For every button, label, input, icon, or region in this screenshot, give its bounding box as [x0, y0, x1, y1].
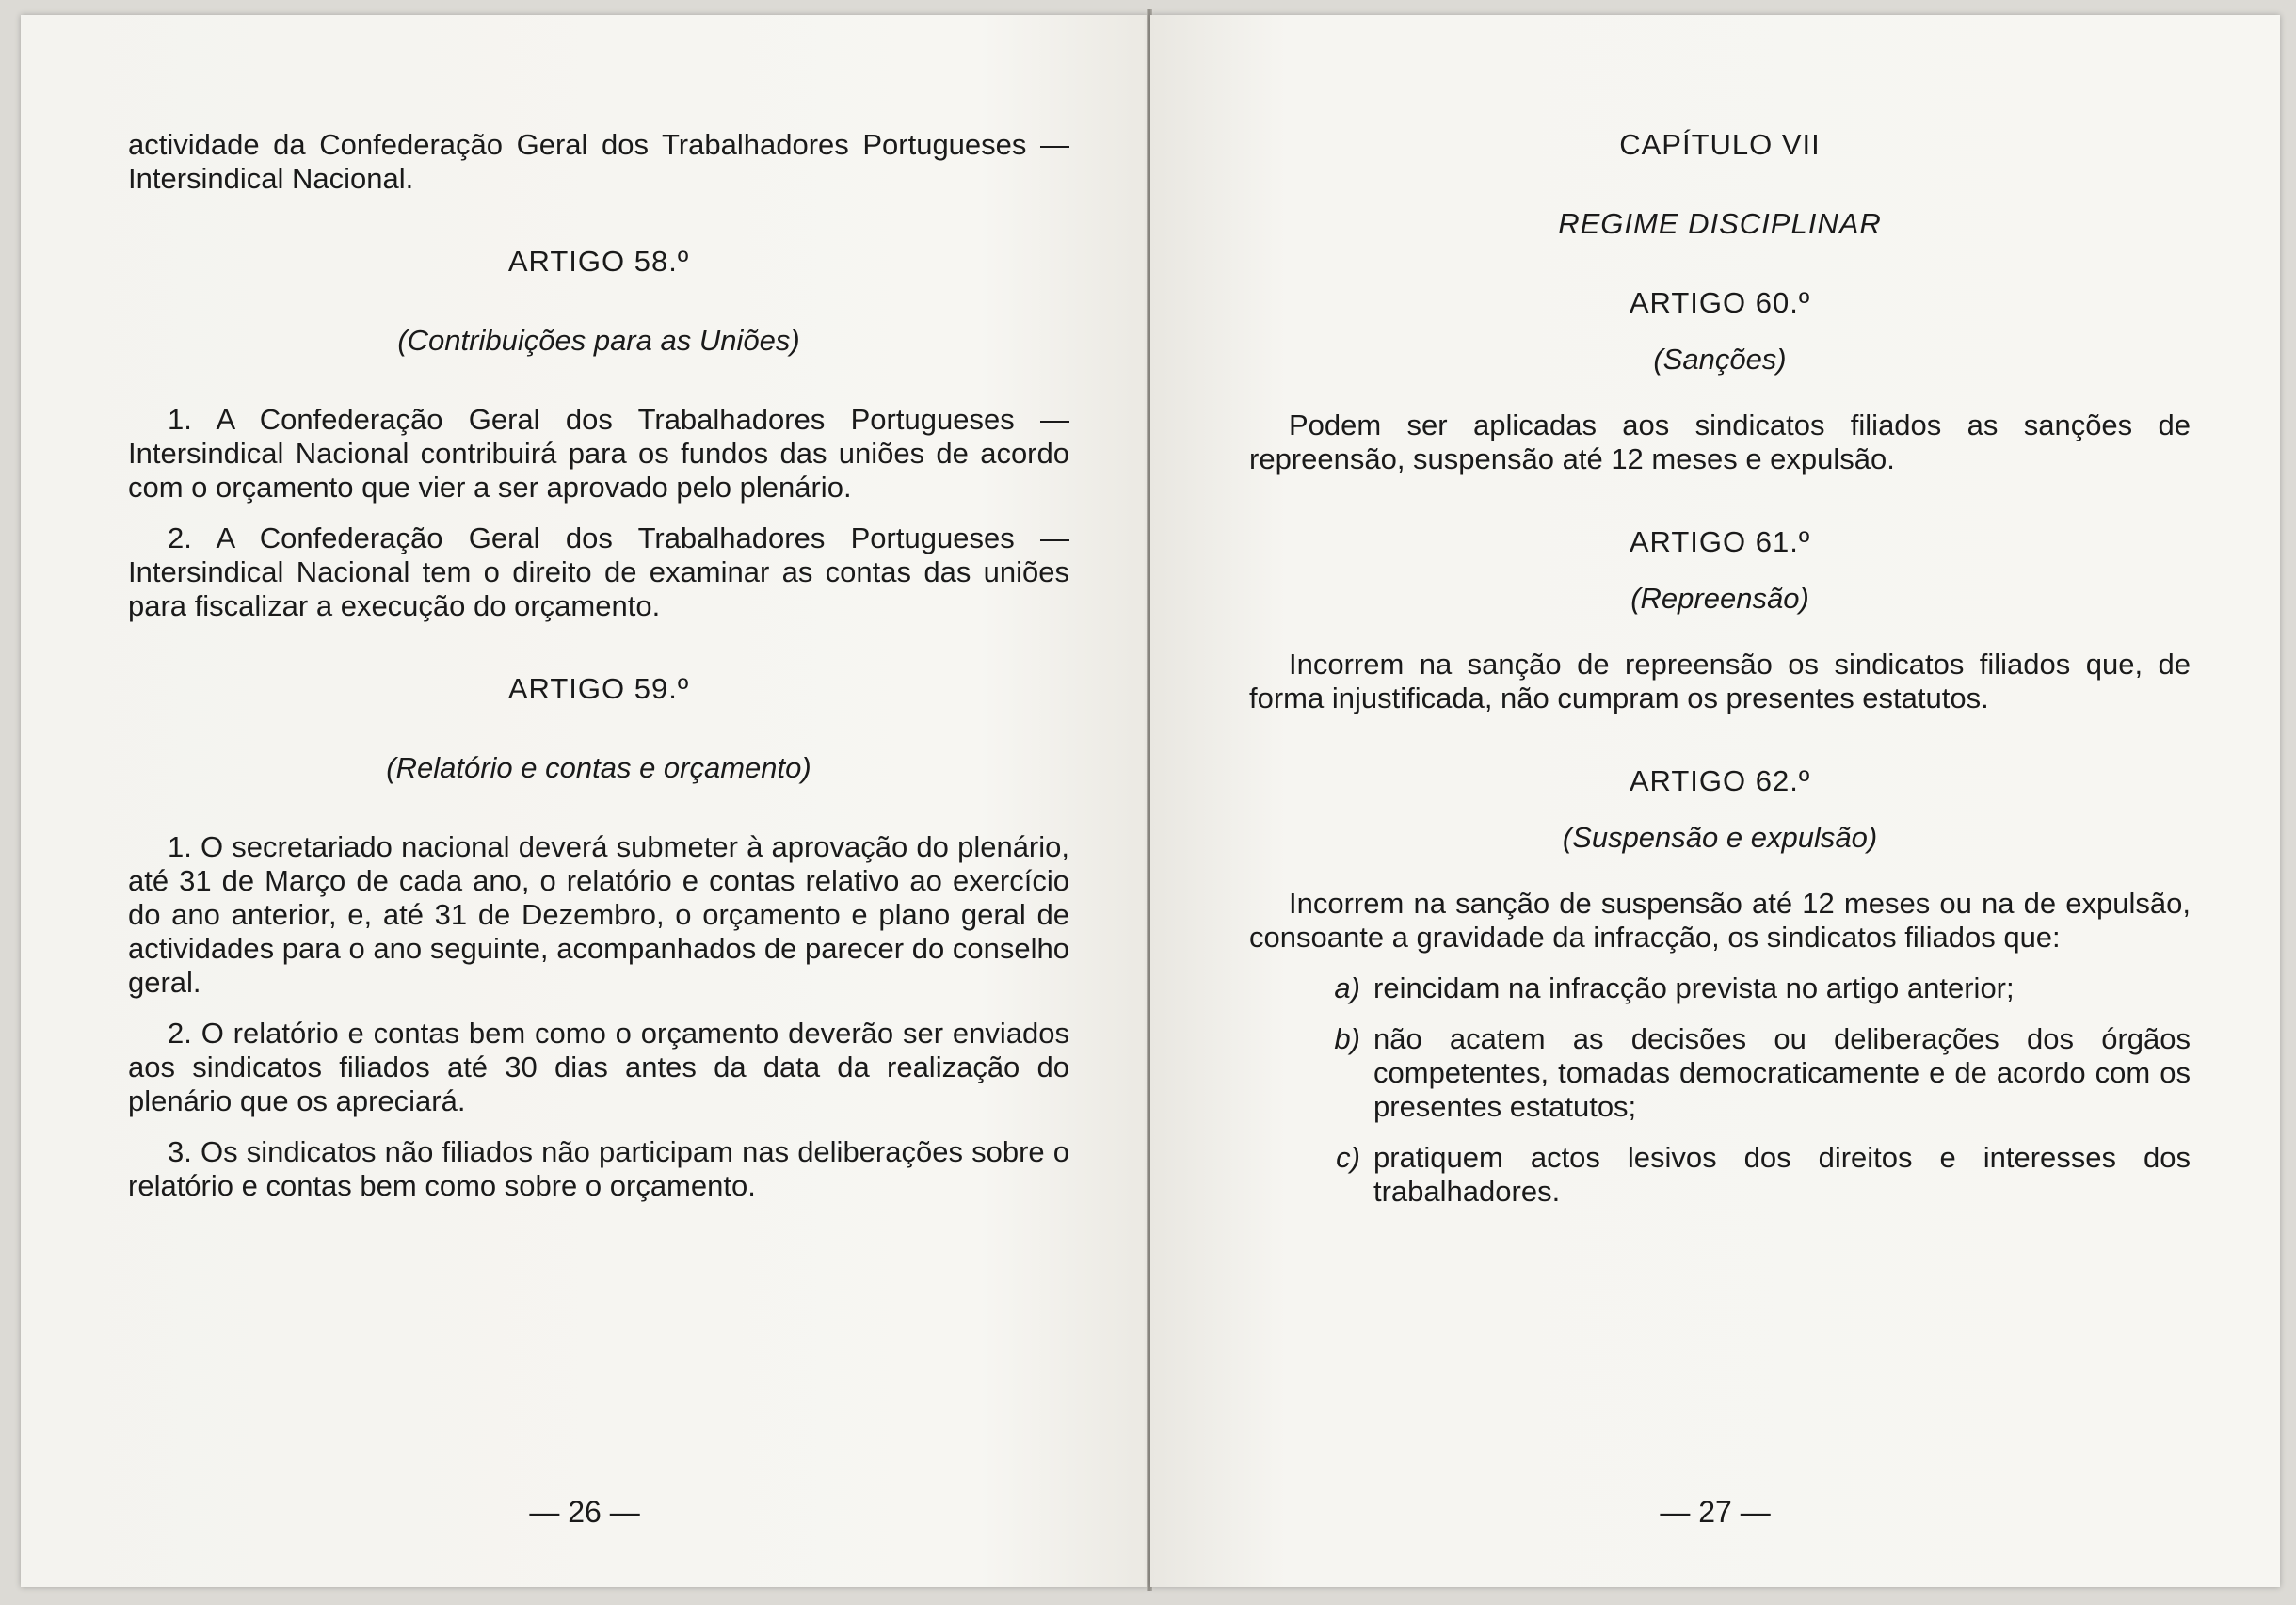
article-61-paragraph: Incorrem na sanção de repreensão os sindicatos filiados que, de forma injustificada, não cumpram os presentes estatutos.	[1249, 648, 2191, 714]
chapter-heading: CAPÍTULO VII	[1619, 128, 1821, 161]
article-60-title: ARTIGO 60.º	[1629, 286, 1811, 319]
article-62-title: ARTIGO 62.º	[1629, 764, 1811, 797]
article-59-paragraph-1: 1. O secretariado nacional deverá submeter à aprovação do plenário, até 31 de Março de cada ano, o relatório e contas relativo ao exercício do ano anterior, e, até 31 de Dezembro, o orçamento e plano geral de actividades para o ano seguinte, acompanhados de parecer do conselho geral.	[128, 830, 1069, 999]
article-58-subtitle: (Contribuições para as Uniões)	[397, 324, 800, 357]
article-61-subtitle: (Repreensão)	[1630, 582, 1809, 615]
right-page-content	[1249, 128, 2191, 1226]
list-item-marker: a)	[1334, 971, 1360, 1004]
left-page	[21, 15, 1148, 1587]
article-58-paragraph-1: 1. A Confederação Geral dos Trabalhadores Portugueses — Intersindical Nacional contribuirá para os fundos das uniões de acordo com o orçamento que vier a ser aprovado pelo plenário.	[128, 403, 1069, 504]
list-item-text: reincidam na infracção prevista no artigo anterior;	[1373, 971, 2015, 1004]
article-60-paragraph: Podem ser aplicadas aos sindicatos filiados as sanções de repreensão, suspensão até 12 meses e expulsão.	[1249, 409, 2191, 475]
intro-paragraph: actividade da Confederação Geral dos Trabalhadores Portugueses — Intersindical Nacional.	[128, 128, 1069, 195]
chapter-title: REGIME DISCIPLINAR	[1558, 207, 1882, 240]
article-59-title: ARTIGO 59.º	[507, 672, 690, 705]
article-62-subtitle: (Suspensão e expulsão)	[1562, 821, 1878, 854]
list-item-text: pratiquem actos lesivos dos direitos e interesses dos trabalhadores.	[1373, 1141, 2191, 1208]
list-item	[1249, 1141, 2191, 1209]
list-item-marker: c)	[1336, 1141, 1360, 1174]
article-58-paragraph-2: 2. A Confederação Geral dos Trabalhadores Portugueses — Intersindical Nacional tem o direito de examinar as contas das uniões para fiscalizar a execução do orçamento.	[128, 522, 1069, 622]
article-58-title: ARTIGO 58.º	[507, 245, 690, 278]
left-page-content	[128, 128, 1069, 1220]
article-59-paragraph-3: 3. Os sindicatos não filiados não participam nas deliberações sobre o relatório e contas bem como sobre o orçamento.	[128, 1135, 1069, 1202]
list-item	[1249, 1022, 2191, 1124]
list-item	[1249, 971, 2191, 1005]
page-number-left: — 26 —	[529, 1495, 640, 1529]
article-61-title: ARTIGO 61.º	[1629, 525, 1811, 558]
article-59-subtitle: (Relatório e contas e orçamento)	[386, 751, 811, 784]
right-page	[1150, 15, 2280, 1587]
article-60-subtitle: (Sanções)	[1653, 343, 1787, 376]
list-item-marker: b)	[1334, 1022, 1360, 1055]
article-59-paragraph-2: 2. O relatório e contas bem como o orçamento deverão ser enviados aos sindicatos filiados até 30 dias antes da data da realização do plenário que os apreciará.	[128, 1017, 1069, 1117]
page-number-right: — 27 —	[1660, 1495, 1771, 1529]
article-62-paragraph: Incorrem na sanção de suspensão até 12 meses ou na de expulsão, consoante a gravidade da infracção, os sindicatos filiados que:	[1249, 887, 2191, 954]
list-item-text: não acatem as decisões ou deliberações dos órgãos competentes, tomadas democraticamente e de acordo com os presentes estatutos;	[1373, 1022, 2191, 1123]
